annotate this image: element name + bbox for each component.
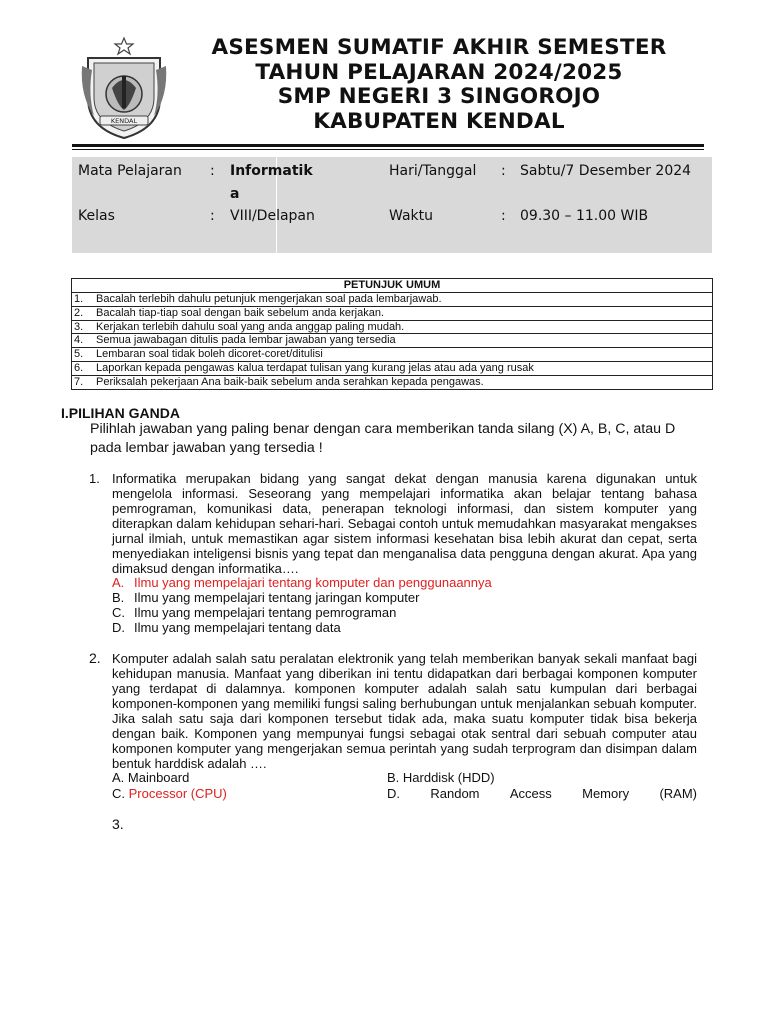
question-2-number: 2. <box>89 650 101 666</box>
subject-colon: : <box>210 163 215 179</box>
question-3-number: 3. <box>112 816 124 832</box>
instruction-row <box>72 293 712 307</box>
subject-label: Mata Pelajaran <box>78 163 182 179</box>
instruction-row <box>72 334 712 348</box>
instruction-number: 1. <box>74 293 84 305</box>
question-1-option-d <box>112 620 341 635</box>
option-letter: D. <box>112 620 125 635</box>
exam-title-block <box>176 36 702 134</box>
question-2-option-b: B. Harddisk (HDD) <box>387 770 495 785</box>
day-date-colon: : <box>501 163 506 179</box>
logo-star-icon <box>115 38 133 54</box>
question-1-option-b <box>112 590 419 605</box>
instruction-number: 7. <box>74 375 84 388</box>
question-2-option-d <box>387 786 697 801</box>
title-line-3: SMP NEGERI 3 SINGOROJO <box>277 84 601 109</box>
instruction-number: 3. <box>74 320 84 333</box>
question-2-text: Komputer adalah salah satu peralatan elektronik yang telah memberikan banyak sekali manfaat bagi kehidupan manusia. Manfaat yang diberikan ini tentu didapatkan dari berbagai komponen komputer yang terdapat di dalamnya. komponen komputer adalah salah satu kumpulan dari berbagai komponen-komponen yang memiliki fungsi saling berhubungan untuk menjalankan sebuah komputer. Jika salah satu saja dari komponen tersebut tidak ada, maka suatu komputer tidak bisa bekerja dengan baik. Komponen yang mempunyai fungsi sebagai otak sentral dari sebuah computer atau komponen komputer yang mengerjakan semua perintah yang sudah terprogram dan disimpan dalam bentuk harddisk adalah …. <box>112 651 697 771</box>
option-text: Processor (CPU) <box>128 786 227 801</box>
question-2-option-c <box>112 786 227 801</box>
question-1-option-c <box>112 605 396 620</box>
instruction-text: Lembaran soal tidak boleh dicoret-coret/ditulisi <box>96 348 323 361</box>
option-text: Ilmu yang mempelajari tentang jaringan komputer <box>134 590 420 605</box>
instruction-text: Laporkan kepada pengawas kalua terdapat tulisan yang kurang jelas atau ada yang rusak <box>96 361 534 374</box>
title-line-1: ASESMEN SUMATIF AKHIR SEMESTER <box>211 35 667 60</box>
option-word: Random <box>430 786 480 801</box>
day-date-label: Hari/Tanggal <box>389 163 477 179</box>
question-1-text: Informatika merupakan bidang yang sangat dekat dengan manusia karena digunakan untuk mengelola informasi. Seseorang yang mempelajari informatika akan belajar tentang bahasa pemrograman, komunikasi data, penerapan teknologi informasi, dan sistem komputer yang diterapkan dalam kehidupan sehari-hari. Sebagai contoh untuk memudahkan masyarakat mengakses jurnal ilmiah, untuk memastikan agar sistem informasi kesehatan bisa lebih akurat dan cepat, serta menyediakan inteligensi bisnis yang tepat dan menganalisa data pengguna dengan akurat. Apa yang dimaksud dengan informatika…. <box>112 471 697 576</box>
option-text: Ilmu yang mempelajari tentang komputer dan penggunaannya <box>134 575 492 590</box>
instruction-number: 2. <box>74 306 84 319</box>
instruction-text: Semua jawabagan ditulis pada lembar jawaban yang tersedia <box>96 334 396 347</box>
option-letter: B. <box>112 590 125 605</box>
option-letter: C. <box>112 605 125 620</box>
instruction-number: 4. <box>74 334 84 347</box>
logo-text: KENDAL <box>110 117 138 125</box>
question-2-option-a: A. Mainboard <box>112 770 190 785</box>
header-divider-thin <box>72 149 704 150</box>
title-line-4: KABUPATEN KENDAL <box>313 108 565 134</box>
instruction-number: 5. <box>74 348 84 361</box>
day-date-value: Sabtu/7 Desember 2024 <box>520 163 692 179</box>
instruction-text: Kerjakan terlebih dahulu soal yang anda anggap paling mudah. <box>96 320 405 333</box>
question-1-number: 1. <box>89 471 100 486</box>
instruction-row <box>72 321 712 335</box>
general-instructions-table <box>71 278 713 390</box>
instruction-text: Periksalah pekerjaan Ana baik-baik sebelum anda serahkan kepada pengawas. <box>96 375 484 388</box>
instruction-text: Bacalah terlebih dahulu petunjuk mengerjakan soal pada lembarjawab. <box>96 293 442 305</box>
class-label: Kelas <box>78 208 115 224</box>
option-letter: A. <box>112 575 125 590</box>
instruction-text: Bacalah tiap-tiap soal dengan baik sebelum anda kerjakan. <box>96 306 385 319</box>
section-heading: I.PILIHAN GANDA <box>61 405 180 421</box>
subject-value: Informatik <box>230 163 313 179</box>
header-divider-thick <box>72 144 704 147</box>
question-1-option-a <box>112 575 492 590</box>
subject-value-wrap: a <box>230 186 240 202</box>
instruction-number: 6. <box>74 361 84 374</box>
exam-info-box <box>72 157 712 253</box>
time-colon: : <box>501 208 506 224</box>
kendal-regency-logo <box>78 36 170 140</box>
instruction-row <box>72 362 712 376</box>
class-colon: : <box>210 208 215 224</box>
title-line-2: TAHUN PELAJARAN 2024/2025 <box>255 59 623 85</box>
option-word: (RAM) <box>659 786 697 801</box>
time-value: 09.30 – 11.00 WIB <box>520 208 649 224</box>
option-word: Access <box>509 786 552 801</box>
time-label: Waktu <box>389 208 433 224</box>
option-text: Ilmu yang mempelajari tentang data <box>134 620 341 635</box>
instruction-row <box>72 307 712 321</box>
class-value: VIII/Delapan <box>230 208 315 224</box>
section-instruction: Pilihlah jawaban yang paling benar dengan cara memberikan tanda silang (X) A, B, C, atau D pada lembar jawaban yang tersedia ! <box>90 421 676 456</box>
instruction-row <box>72 348 712 362</box>
instruction-row <box>72 376 712 389</box>
general-instructions-title: PETUNJUK UMUM <box>72 279 712 293</box>
option-letter: C. <box>112 786 125 801</box>
option-text: Ilmu yang mempelajari tentang pemrograman <box>134 605 397 620</box>
option-letter: D. <box>387 786 400 801</box>
option-word: Memory <box>582 786 630 801</box>
